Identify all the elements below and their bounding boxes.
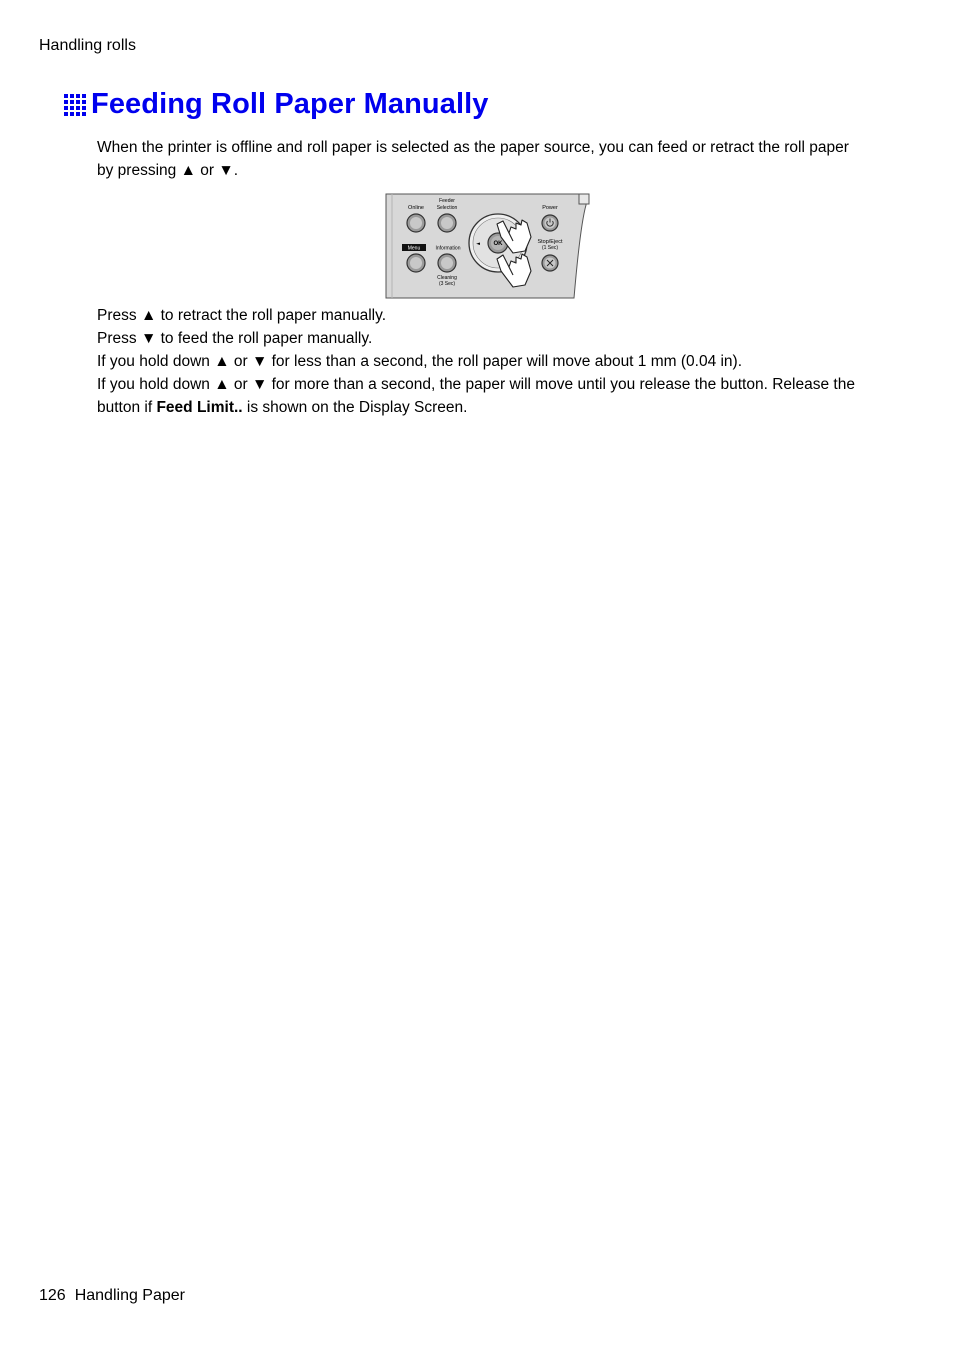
label-cleaning: Cleaning (437, 275, 457, 281)
or-text: or (200, 162, 215, 179)
down-arrow-symbol: ▼ (251, 353, 268, 370)
period: . (233, 162, 238, 179)
press-text: Press (97, 307, 137, 324)
ok-label: OK (493, 241, 503, 247)
label-stop-eject-time: (1 Sec) (541, 245, 559, 251)
menu-button (407, 254, 425, 272)
more-than-text: for more than a second, the paper will move until you release the button. Release the button if (97, 376, 855, 416)
hold-down-text: If you hold down (97, 353, 210, 370)
feeder-selection-button (438, 214, 456, 232)
label-stop-eject: Stop/Eject (537, 239, 563, 245)
running-header: Handling rolls (39, 37, 136, 54)
footer-section: Handling Paper (74, 1287, 185, 1304)
page-footer (39, 1287, 185, 1305)
less-than-text: for less than a second, the roll paper will move about 1 mm (0.04 in). (271, 353, 743, 370)
label-feeder: Feeder (439, 198, 455, 204)
instruction-retract (97, 304, 872, 327)
feed-text: to feed the roll paper manually. (160, 330, 373, 347)
up-arrow-symbol: ▲ (214, 376, 230, 393)
down-arrow-symbol: ▼ (251, 376, 268, 393)
label-online: Online (408, 205, 424, 211)
intro-text: When the printer is offline and roll paper is selected as the paper source, you can feed or retract the roll paper by pressing (97, 139, 849, 179)
hold-down-text: If you hold down (97, 376, 210, 393)
retract-text: to retract the roll paper manually. (160, 307, 387, 324)
press-text: Press (97, 330, 137, 347)
stop-eject-icon (542, 255, 558, 271)
intro-paragraph (97, 136, 867, 182)
label-power: Power (542, 205, 558, 211)
instruction-hold-short (97, 350, 872, 373)
up-arrow-symbol: ▲ (214, 353, 230, 370)
label-selection: Selection (436, 205, 458, 211)
feed-limit-message: Feed Limit.. (156, 399, 243, 416)
page-title: Feeding Roll Paper Manually (91, 88, 489, 120)
label-menu: Menu (407, 245, 421, 252)
or-text: or (233, 376, 248, 393)
instruction-feed (97, 327, 872, 350)
up-arrow-symbol: ▲ (180, 162, 196, 179)
control-panel-illustration (385, 193, 591, 299)
shown-on-text: is shown on the Display Screen. (246, 399, 468, 416)
information-button (438, 254, 456, 272)
power-icon (542, 215, 558, 231)
online-button (407, 214, 425, 232)
down-arrow-symbol: ▼ (140, 330, 157, 347)
or-text: or (233, 353, 248, 370)
label-information: Information (435, 245, 461, 252)
section-heading (64, 88, 489, 121)
down-arrow-symbol: ▼ (218, 162, 234, 179)
instruction-hold-long (97, 373, 872, 419)
left-arrow-mark: ◄ (476, 241, 480, 247)
instructions (97, 304, 872, 419)
up-arrow-symbol: ▲ (140, 307, 157, 324)
label-cleaning-time: (3 Sec) (438, 281, 456, 287)
page-number: 126 (39, 1287, 66, 1304)
grid-icon (64, 94, 86, 116)
